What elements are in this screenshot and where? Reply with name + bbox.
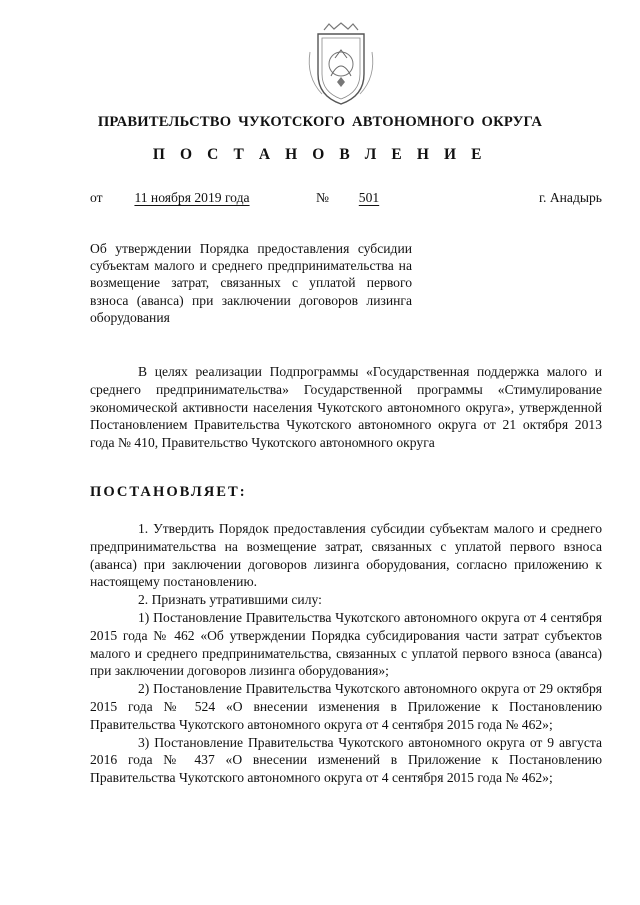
resolve-heading: ПОСТАНОВЛЯЕТ:	[90, 484, 247, 500]
chukotka-coat-of-arms-icon	[302, 22, 380, 106]
item-2-2: 2) Постановление Правительства Чукотского автономного округа от 29 октября 2015 года № 524 «О внесении изменения в Приложение к Постановлению Правительства Чукотского автономного округа от 4 сентября 2015 года № 462»;	[90, 681, 602, 732]
item-1: 1. Утвердить Порядок предоставления субсидии субъектам малого и среднего предпринимательства на возмещение затрат, связанных с уплатой первого взноса (аванса) при заключении договоров лизинга оборудования, согласно приложению к настоящему постановлению.	[90, 521, 602, 590]
decree-number: 501	[358, 190, 380, 205]
decree-items	[90, 520, 602, 787]
decree-subject: Об утверждении Порядка предоставления субсидии субъектам малого и среднего предпринимательства на возмещение затрат, связанных с уплатой первого взноса (аванса) при заключении договоров лизинга оборудования	[90, 241, 412, 325]
document-type-title: П О С Т А Н О В Л Е Н И Е	[152, 146, 488, 163]
item-2-3: 3) Постановление Правительства Чукотского автономного округа от 9 августа 2016 года № 437 «О внесении изменений в Приложение к Постановлению Правительства Чукотского автономного округа от 4 сентября 2015 года № 462»;	[90, 734, 602, 786]
city-name: г. Анадырь	[538, 190, 602, 205]
government-title: ПРАВИТЕЛЬСТВО ЧУКОТСКОГО АВТОНОМНОГО ОКРУГА	[97, 114, 543, 130]
item-2: 2. Признать утратившими силу:	[138, 592, 322, 608]
preamble-paragraph: В целях реализации Подпрограммы «Государственная поддержка малого и среднего предпринимательства» Государственной программы «Стимулирование экономической активности населения Чукотского автономного округа», утвержденной Постановлением Правительства Чукотского автономного округа от 21 октября 2013 года № 410, Правительство Чукотского автономного округа	[90, 364, 602, 451]
decree-date: 11 ноября 2019 года	[134, 190, 250, 205]
item-2-1: 1) Постановление Правительства Чукотского автономного округа от 4 сентября 2015 года № 462 «Об утверждении Порядка субсидирования части затрат субъектов малого и среднего предпринимательства, связанных с уплатой первого взноса (аванса) при заключении договоров лизинга оборудования»;	[90, 609, 602, 679]
date-from-label: от	[90, 190, 103, 205]
number-label: №	[316, 190, 329, 205]
